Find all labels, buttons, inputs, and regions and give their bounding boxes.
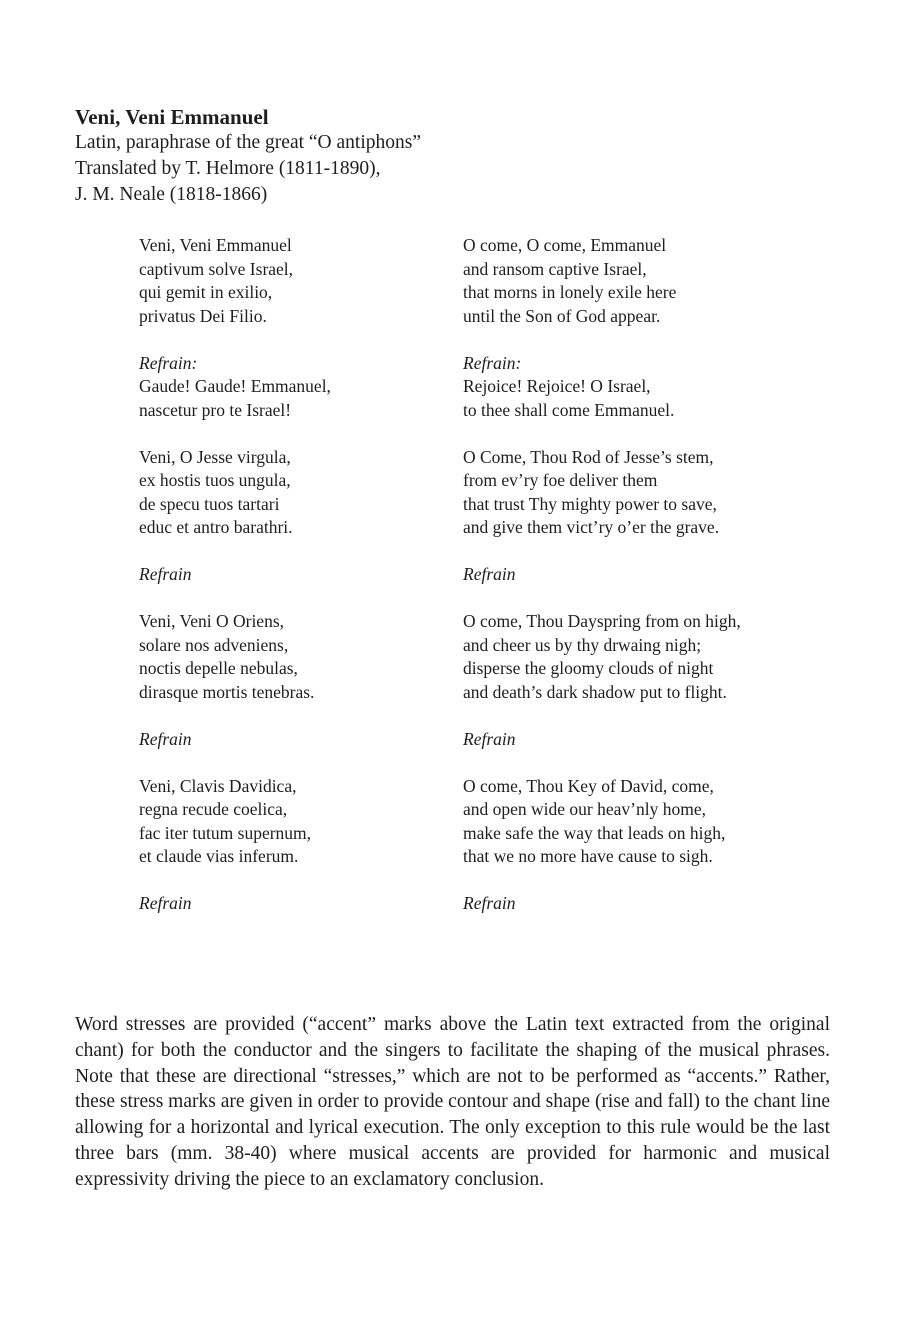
verse-line: Veni, Clavis Davidica, — [139, 775, 297, 796]
verse-line: Rejoice! Rejoice! O Israel, — [463, 376, 651, 396]
verse-line: O come, Thou Dayspring from on high, — [463, 611, 741, 631]
english-refrain-marker — [463, 728, 863, 752]
verse-line: ex hostis tuos ungula, — [139, 470, 291, 490]
latin-stanza-3 — [139, 610, 439, 704]
refrain-label: Refrain: — [463, 352, 522, 373]
verse-line: Gaude! Gaude! Emmanuel, — [139, 376, 331, 396]
english-stanza-3 — [463, 610, 863, 704]
english-stanza-1 — [463, 234, 863, 328]
refrain-label: Refrain — [463, 728, 516, 749]
verse-line: and death’s dark shadow put to flight. — [463, 681, 727, 702]
verse-line: noctis depelle nebulas, — [139, 658, 298, 678]
verse-line: Veni, O Jesse virgula, — [139, 446, 291, 467]
verse-line: O Come, Thou Rod of Jesse’s stem, — [463, 446, 714, 467]
verse-line: and give them vict’ry o’er the grave. — [463, 517, 720, 537]
english-refrain — [463, 352, 863, 423]
verse-line: Veni, Veni Emmanuel — [139, 235, 292, 255]
verse-line: Veni, Veni O Oriens, — [139, 611, 285, 631]
translator-line: Translated by T. Helmore (1811-1890), — [75, 158, 381, 179]
translator-line: J. M. Neale (1818-1866) — [75, 184, 268, 205]
english-stanza-2 — [463, 446, 863, 540]
hymn-title: Veni, Veni Emmanuel — [75, 105, 269, 129]
refrain-label: Refrain: — [139, 352, 198, 373]
verse-line: to thee shall come Emmanuel. — [463, 399, 675, 420]
verse-line: O come, O come, Emmanuel — [463, 235, 667, 255]
verse-line: that trust Thy mighty power to save, — [463, 493, 717, 514]
refrain-label: Refrain — [139, 728, 192, 749]
verse-line: until the Son of God appear. — [463, 305, 661, 326]
verse-line: from ev’ry foe deliver them — [463, 470, 658, 490]
verse-line: privatus Dei Filio. — [139, 305, 267, 326]
verse-line: nascetur pro te Israel! — [139, 399, 292, 420]
hymn-header — [75, 104, 835, 208]
latin-stanza-4 — [139, 775, 439, 869]
verse-line: regna recude coelica, — [139, 799, 288, 819]
verse-line: O come, Thou Key of David, come, — [463, 775, 714, 796]
verse-line: that morns in lonely exile here — [463, 282, 677, 302]
refrain-label: Refrain — [139, 564, 192, 584]
latin-refrain — [139, 352, 439, 423]
english-refrain-marker — [463, 563, 863, 587]
latin-refrain-marker — [139, 563, 439, 587]
verse-line: dirasque mortis tenebras. — [139, 681, 315, 702]
refrain-label: Refrain — [139, 893, 192, 913]
verse-line: and cheer us by thy drwaing nigh; — [463, 634, 702, 655]
verse-line: captivum solve Israel, — [139, 258, 294, 279]
refrain-label: Refrain — [463, 893, 516, 913]
latin-refrain-marker — [139, 728, 439, 752]
verse-line: qui gemit in exilio, — [139, 282, 273, 302]
verse-line: et claude vias inferum. — [139, 846, 299, 866]
latin-text-column — [139, 234, 439, 939]
english-stanza-4 — [463, 775, 863, 869]
verse-line: that we no more have cause to sigh. — [463, 846, 713, 866]
verse-line: educ et antro barathri. — [139, 517, 293, 537]
latin-stanza-1 — [139, 234, 439, 328]
source-line: Latin, paraphrase of the great “O antiphons” — [75, 132, 421, 153]
latin-refrain-marker — [139, 892, 439, 916]
performance-note: Word stresses are provided (“accent” marks above the Latin text extracted from the original chant) for both the conductor and the singers to facilitate the shaping of the musical phrases. Note that these are directional “stresses,” which are not to be performed as “accents.” Rather, these stress marks are given in order to provide contour and shape (rise and fall) to the chant line allowing for a horizontal and lyrical execution. The only exception to this rule would be the last three bars (mm. 38-40) where musical accents are provided for harmonic and musical expressivity driving the piece to an exclamatory conclusion. — [75, 1014, 830, 1190]
verse-line: and ransom captive Israel, — [463, 258, 647, 279]
verse-line: solare nos adveniens, — [139, 634, 289, 655]
verse-line: fac iter tutum supernum, — [139, 822, 312, 843]
latin-stanza-2 — [139, 446, 439, 540]
refrain-label: Refrain — [463, 564, 516, 584]
verse-line: de specu tuos tartari — [139, 493, 280, 514]
english-text-column — [463, 234, 863, 939]
verse-line: disperse the gloomy clouds of night — [463, 658, 714, 678]
verse-line: make safe the way that leads on high, — [463, 822, 726, 843]
verse-line: and open wide our heav’nly home, — [463, 799, 706, 819]
english-refrain-marker — [463, 892, 863, 916]
